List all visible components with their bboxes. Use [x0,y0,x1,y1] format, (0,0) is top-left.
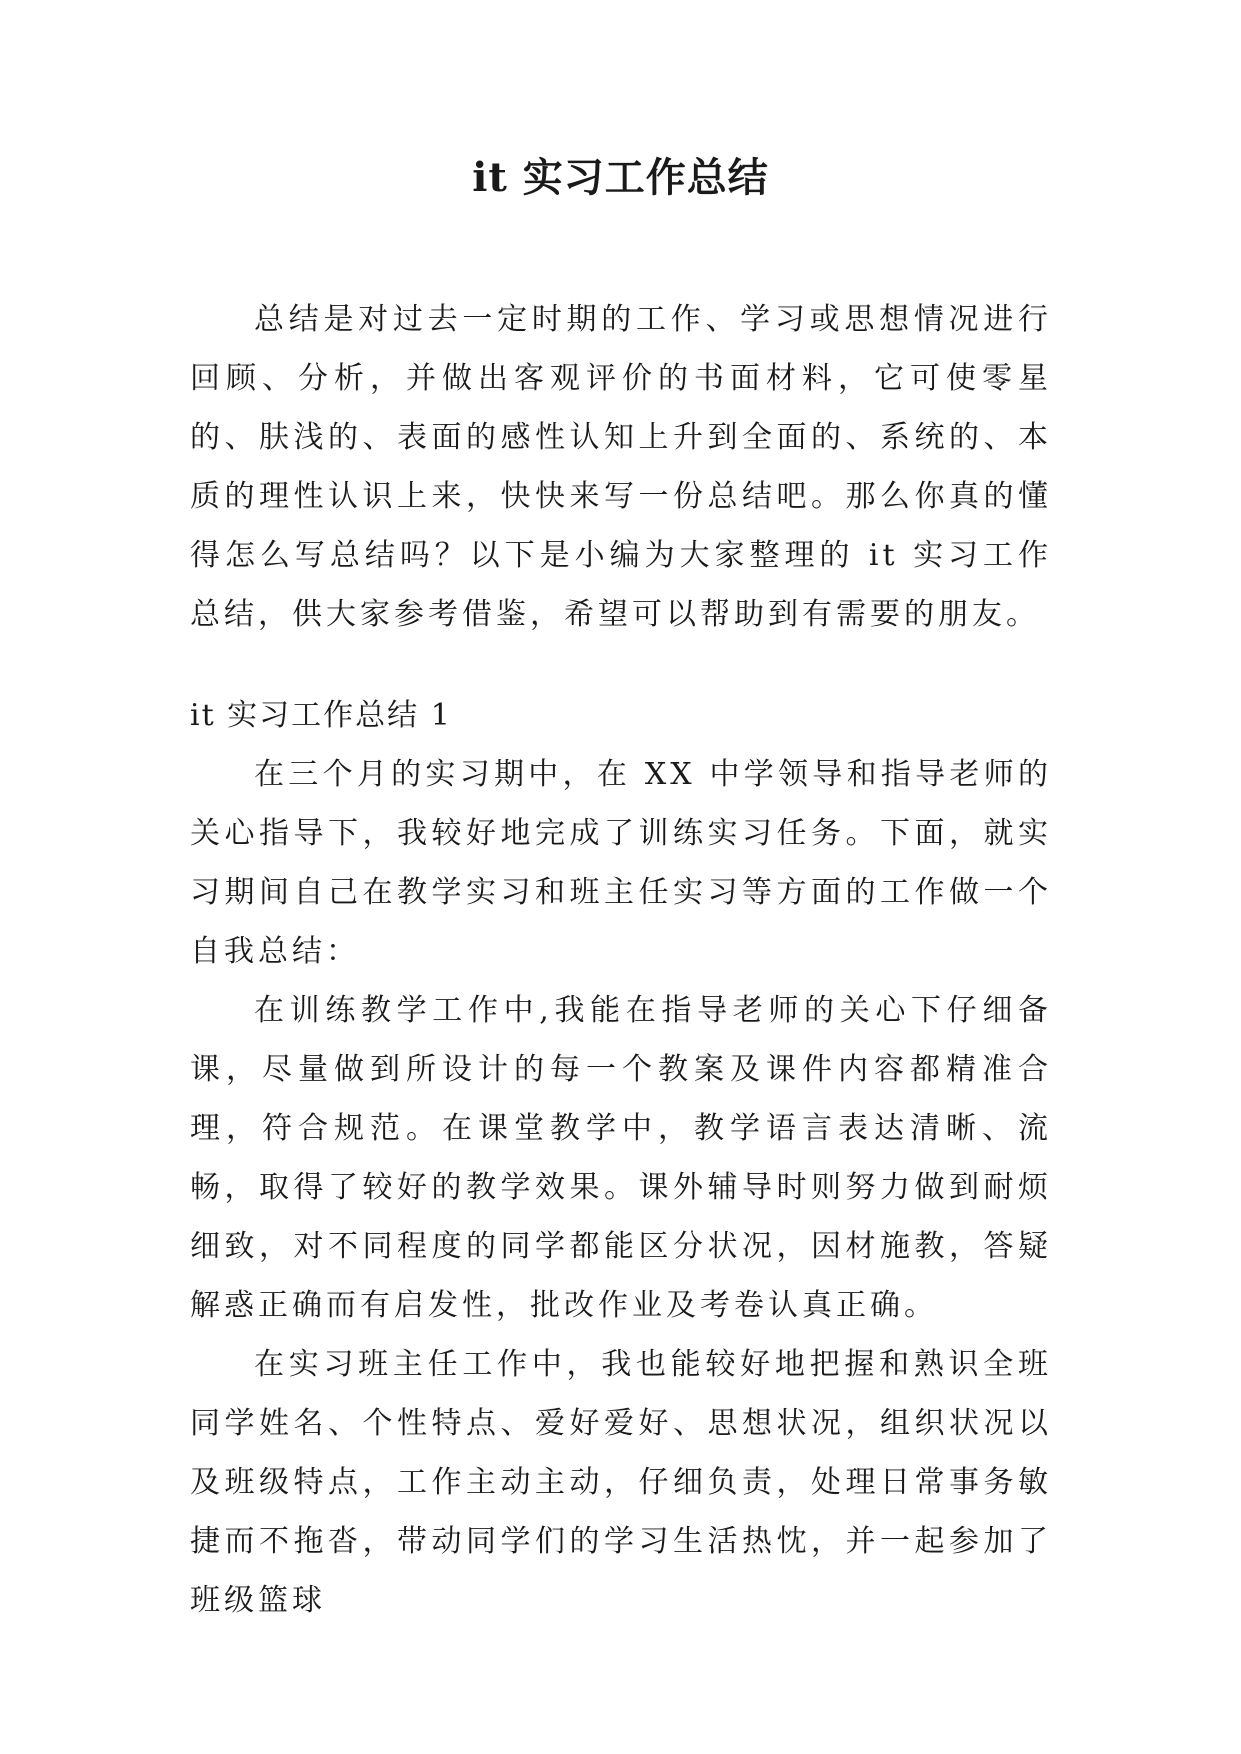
intro-paragraph: 总结是对过去一定时期的工作、学习或思想情况进行回顾、分析，并做出客观评价的书面材料，它可使零星的、肤浅的、表面的感性认知上升到全面的、系统的、本质的理性认识上来，快快来写一份总结吧。那么你真的懂得怎么写总结吗？以下是小编为大家整理的 it 实习工作总结，供大家参考借鉴，希望可以帮助到有需要的朋友。 [190,302,1052,632]
body-paragraph-1: 在三个月的实习期中，在 XX 中学领导和指导老师的关心指导下，我较好地完成了训练实习任务。下面，就实习期间自己在教学实习和班主任实习等方面的工作做一个自我总结： [190,757,1052,969]
body-paragraph-3: 在实习班主任工作中，我也能较好地把握和熟识全班同学姓名、个性特点、爱好爱好、思想状况，组织状况以及班级特点，工作主动主动，仔细负责，处理日常事务敏捷而不拖沓，带动同学们的学习生活热忱，并一起参加了班级篮球 [190,1347,1052,1618]
body-paragraph-2: 在训练教学工作中,我能在指导老师的关心下仔细备课，尽量做到所设计的每一个教案及课件内容都精准合理，符合规范。在课堂教学中，教学语言表达清晰、流畅，取得了较好的教学效果。课外辅导时则努力做到耐烦细致，对不同程度的同学都能区分状况，因材施教，答疑解惑正确而有启发性，批改作业及考卷认真正确。 [190,993,1052,1323]
document-body [190,290,1052,1630]
document-title: it 实习工作总结 [472,154,769,201]
section-heading: it 实习工作总结 1 [190,698,452,733]
